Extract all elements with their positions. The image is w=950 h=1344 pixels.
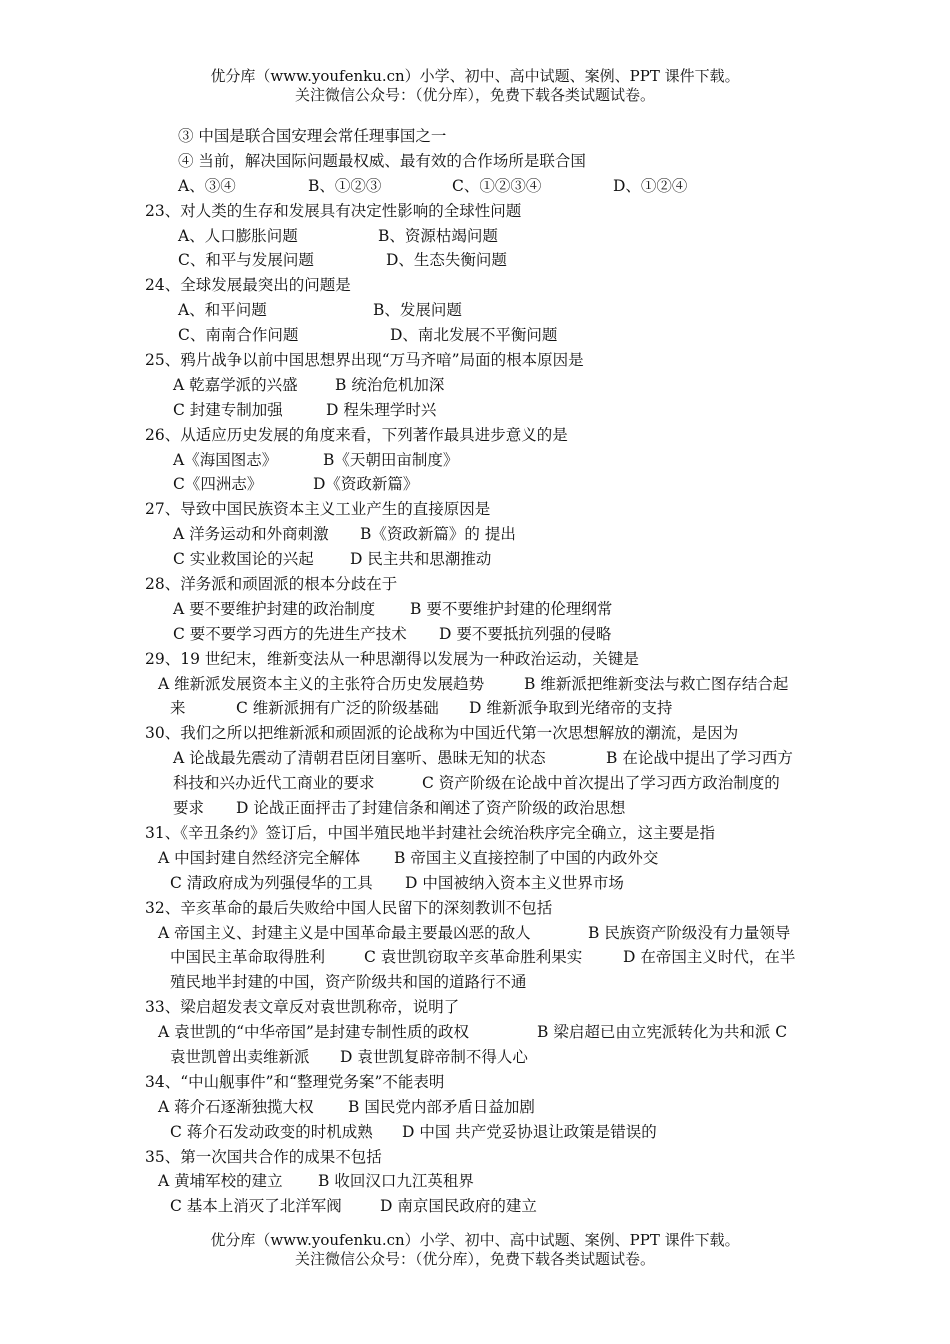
text-line (0, 921, 950, 946)
text-line (0, 721, 950, 746)
line-segment: B 帝国主义直接控制了中国的内政外交 (394, 848, 659, 867)
text-line (0, 522, 950, 547)
line-segment: C 实业救国论的兴起 (173, 550, 314, 569)
text-line (0, 174, 950, 199)
text-line (0, 821, 950, 846)
text-line (0, 1045, 950, 1070)
line-segment: D 程朱理学时兴 (326, 400, 437, 419)
text-line (0, 323, 950, 348)
line-segment: 殖民地半封建的中国，资产阶级共和国的道路行不通 (170, 973, 527, 992)
line-segment: B 国民党内部矛盾日益加剧 (348, 1097, 535, 1116)
line-segment: 23、对人类的生存和发展具有决定性影响的全球性问题 (145, 201, 522, 220)
line-segment: 27、导致中国民族资本主义工业产生的直接原因是 (145, 500, 491, 519)
text-line (0, 398, 950, 423)
line-segment: A 论战最先震动了清朝君臣闭目塞听、愚昧无知的状态 (173, 749, 546, 768)
footer-line-1: 优分库（www.youfenku.cn）小学、初中、高中试题、案例、PPT 课件下载。 (210, 1231, 740, 1249)
line-segment: B 收回汉口九江英租界 (318, 1172, 474, 1191)
text-line (0, 995, 950, 1020)
line-segment: A《海国图志》 (173, 450, 278, 469)
line-segment: B、资源枯竭问题 (378, 226, 498, 245)
line-segment: C、和平与发展问题 (178, 251, 314, 270)
line-segment: B 民族资产阶级没有力量领导 (588, 923, 791, 942)
line-segment: C、南南合作问题 (178, 326, 299, 345)
text-line (0, 622, 950, 647)
text-line (0, 1095, 950, 1120)
line-segment: A 黄埔军校的建立 (158, 1172, 283, 1191)
line-segment: C 清政府成为列强侵华的工具 (170, 873, 373, 892)
text-line (0, 423, 950, 448)
line-segment: B、发展问题 (373, 301, 462, 320)
text-line (0, 672, 950, 697)
text-line (0, 871, 950, 896)
line-segment: A 乾嘉学派的兴盛 (173, 375, 298, 394)
line-segment: C、①②③④ (452, 176, 542, 195)
line-segment: D 维新派争取到光绪帝的支持 (469, 699, 673, 718)
line-segment: D 论战正面抨击了封建信条和阐述了资产阶级的政治思想 (236, 799, 626, 818)
text-line (0, 1070, 950, 1095)
line-segment: C 要不要学习西方的先进生产技术 (173, 624, 407, 643)
line-segment: D、①②④ (613, 176, 688, 195)
header-line-2: 关注微信公众号：（优分库），免费下载各类试题试卷。 (294, 86, 655, 104)
line-segment: D 在帝国主义时代，在半 (623, 948, 796, 967)
line-segment: A 中国封建自然经济完全解体 (158, 848, 361, 867)
text-line (0, 1120, 950, 1145)
text-line (0, 224, 950, 249)
line-segment: D 中国 共产党妥协退让政策是错误的 (402, 1122, 657, 1141)
line-segment: D 袁世凯复辟帝制不得人心 (340, 1047, 528, 1066)
line-segment: C 封建专制加强 (173, 400, 283, 419)
line-segment: C 维新派拥有广泛的阶级基础 (236, 699, 439, 718)
line-segment: D、生态失衡问题 (386, 251, 507, 270)
line-segment: C 袁世凯窃取辛亥革命胜利果实 (364, 948, 583, 967)
footer-line-2: 关注微信公众号：（优分库），免费下载各类试题试卷。 (294, 1250, 655, 1268)
text-line (0, 945, 950, 970)
line-segment: A 袁世凯的“中华帝国”是封建专制性质的政权 (158, 1023, 469, 1042)
text-line (0, 124, 950, 149)
text-line (0, 448, 950, 473)
text-line (0, 746, 950, 771)
line-segment: B 维新派把维新变法与救亡图存结合起 (524, 674, 789, 693)
line-segment: 中国民主革命取得胜利 (170, 948, 326, 967)
line-segment: 26、从适应历史发展的角度来看，下列著作最具进步意义的是 (145, 425, 568, 444)
text-line (0, 572, 950, 597)
line-segment: A、③④ (178, 176, 236, 195)
text-line (0, 696, 950, 721)
text-line (0, 796, 950, 821)
text-line (0, 149, 950, 174)
page-header (0, 67, 950, 105)
line-segment: A 帝国主义、封建主义是中国革命最主要最凶恶的敌人 (158, 923, 531, 942)
line-segment: A、和平问题 (178, 301, 267, 320)
line-segment: ③ 中国是联合国安理会常任理事国之一 (178, 127, 447, 145)
line-segment: B 要不要维护封建的伦理纲常 (410, 599, 613, 618)
text-line (0, 199, 950, 224)
text-line (0, 896, 950, 921)
text-line (0, 1169, 950, 1194)
text-line (0, 597, 950, 622)
text-line (0, 771, 950, 796)
line-segment: C 蒋介石发动政变的时机成熟 (170, 1122, 373, 1141)
header-line-1: 优分库（www.youfenku.cn）小学、初中、高中试题、案例、PPT 课件下载。 (210, 67, 740, 85)
text-line (0, 647, 950, 672)
text-line (0, 1020, 950, 1045)
line-segment: 35、第一次国共合作的成果不包括 (145, 1147, 382, 1166)
line-segment: 来 (170, 699, 186, 718)
line-segment: B《资政新篇》的 提出 (360, 525, 516, 544)
line-segment: A 维新派发展资本主义的主张符合历史发展趋势 (158, 674, 485, 693)
line-segment: 34、“中山舰事件”和“整理党务案”不能表明 (145, 1072, 445, 1091)
text-line (0, 846, 950, 871)
line-segment: C《四洲志》 (173, 475, 263, 494)
line-segment: 28、洋务派和顽固派的根本分歧在于 (145, 575, 398, 594)
line-segment: B 统治危机加深 (335, 375, 445, 394)
question-list (0, 124, 950, 1219)
text-line (0, 298, 950, 323)
text-line (0, 373, 950, 398)
text-line (0, 1194, 950, 1219)
line-segment: B、①②③ (308, 176, 382, 195)
text-line (0, 970, 950, 995)
line-segment: 24、全球发展最突出的问题是 (145, 276, 351, 295)
line-segment: 30、我们之所以把维新派和顽固派的论战称为中国近代第一次思想解放的潮流，是因为 (145, 724, 739, 743)
text-line (0, 1145, 950, 1170)
page-footer (0, 1231, 950, 1269)
line-segment: 科技和兴办近代工商业的要求 (173, 774, 375, 793)
text-line (0, 348, 950, 373)
line-segment: 25、鸦片战争以前中国思想界出现“万马齐喑”局面的根本原因是 (145, 351, 584, 370)
line-segment: A 要不要维护封建的政治制度 (173, 599, 376, 618)
line-segment: D《资政新篇》 (313, 475, 419, 494)
line-segment: A 洋务运动和外商刺激 (173, 525, 329, 544)
line-segment: D 要不要抵抗列强的侵略 (439, 624, 612, 643)
text-line (0, 497, 950, 522)
text-line (0, 547, 950, 572)
line-segment: B 梁启超已由立宪派转化为共和派 C (537, 1023, 788, 1042)
line-segment: 33、梁启超发表文章反对袁世凯称帝，说明了 (145, 998, 460, 1017)
line-segment: 31、《辛丑条约》签订后，中国半殖民地半封建社会统治秩序完全确立，这主要是指 (145, 823, 715, 842)
line-segment: 袁世凯曾出卖维新派 (170, 1047, 310, 1066)
line-segment: C 基本上消灭了北洋军阀 (170, 1197, 342, 1216)
line-segment: D 民主共和思潮推动 (350, 550, 492, 569)
line-segment: 32、辛亥革命的最后失败给中国人民留下的深刻教训不包括 (145, 898, 553, 917)
line-segment: B 在论战中提出了学习西方 (606, 749, 793, 768)
line-segment: D 中国被纳入资本主义世界市场 (405, 873, 624, 892)
text-line (0, 273, 950, 298)
text-line (0, 472, 950, 497)
line-segment: A 蒋介石逐渐独揽大权 (158, 1097, 314, 1116)
line-segment: C 资产阶级在论战中首次提出了学习西方政治制度的 (422, 774, 780, 793)
line-segment: D 南京国民政府的建立 (380, 1197, 537, 1216)
line-segment: 要求 (173, 799, 205, 818)
line-segment: ④ 当前，解决国际问题最权威、最有效的合作场所是联合国 (178, 151, 586, 170)
line-segment: 29、19 世纪末，维新变法从一种思潮得以发展为一种政治运动，关键是 (145, 649, 639, 668)
line-segment: A、人口膨胀问题 (178, 226, 298, 245)
line-segment: D、南北发展不平衡问题 (390, 326, 558, 345)
text-line (0, 248, 950, 273)
line-segment: B《天朝田亩制度》 (323, 450, 459, 469)
